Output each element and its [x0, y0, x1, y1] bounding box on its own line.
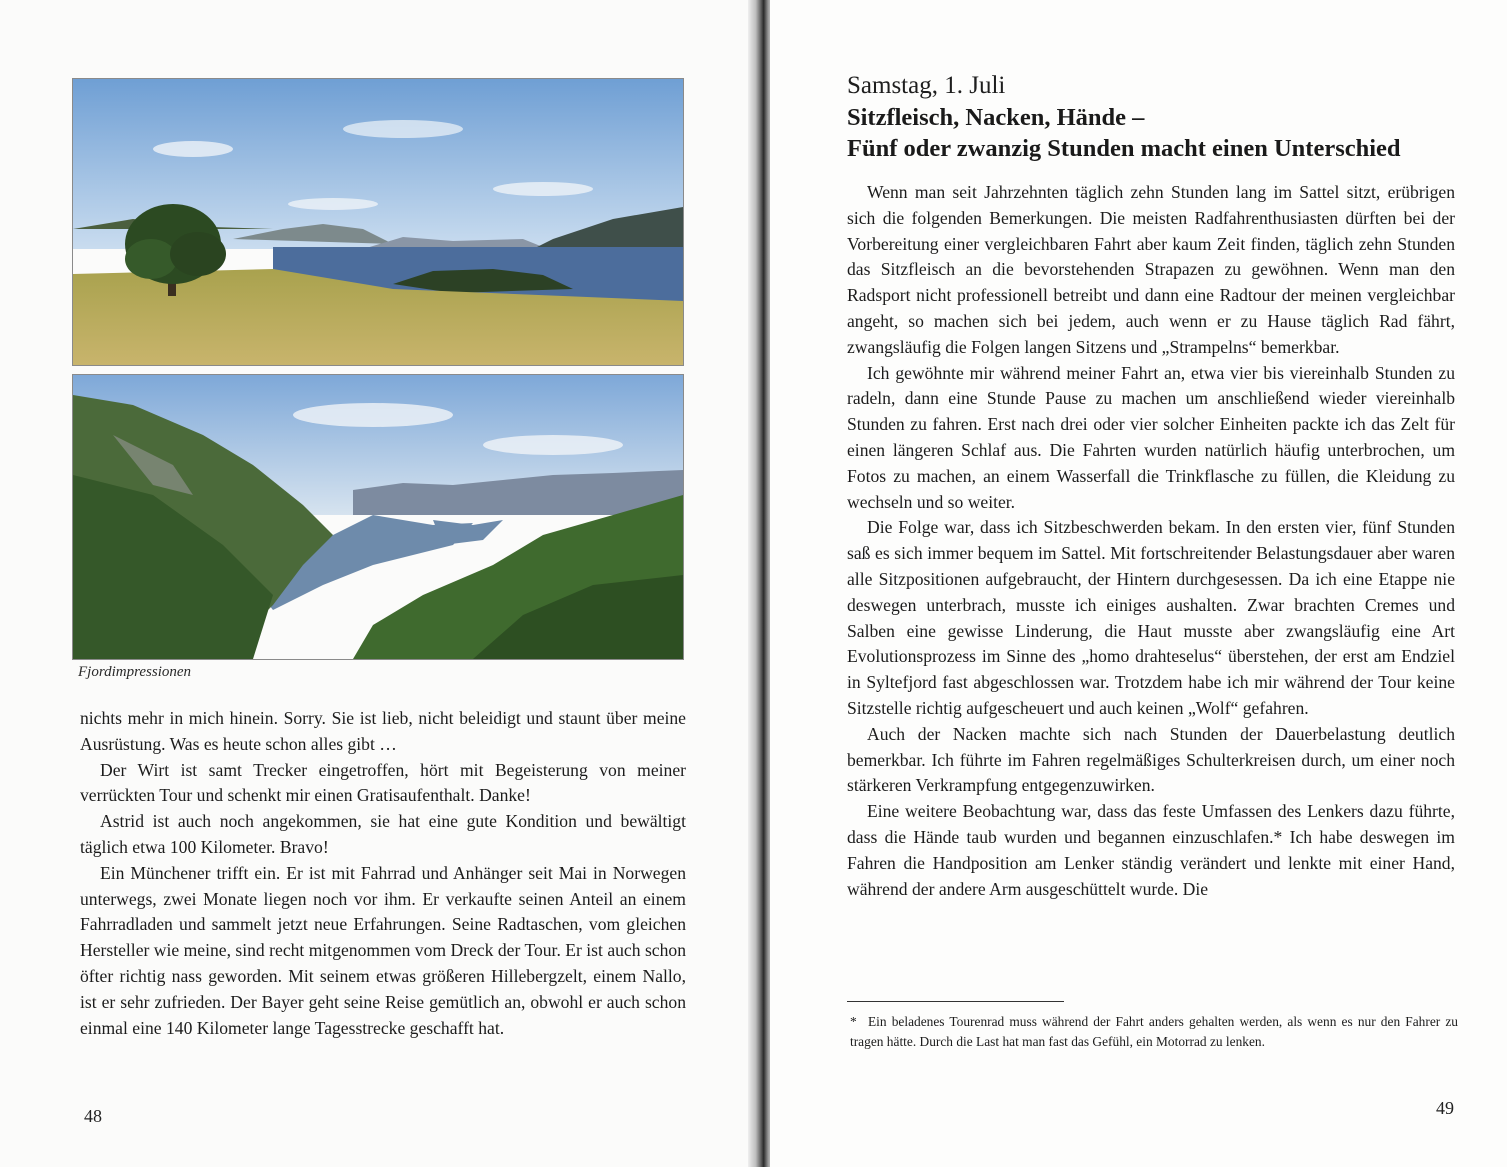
fjord-photo-meadow [72, 78, 684, 366]
fjord-photo-valley [72, 374, 684, 660]
footnote [850, 1012, 1458, 1051]
paragraph: Auch der Nacken machte sich nach Stunden der Dauerbelastung deutlich bemerkbar. Ich führte im Fahren regelmäßiges Schulterkreisen durch, um einer noch stärkeren Verkrampfung entgegenzuwirken. [847, 723, 1455, 796]
chapter-heading-line-1: Sitzfleisch, Nacken, Hände – [847, 104, 1145, 131]
footnote-mark: * [850, 1014, 857, 1029]
photo-caption: Fjordimpressionen [78, 664, 192, 680]
paragraph: Eine weitere Beobachtung war, dass das feste Umfassen des Lenkers dazu führte, dass die Hände taub wurden und begannen einzuschlafen.* Ich habe deswegen im Fahren die Handposition am Lenker ständig verändert und lenkte mit einer Hand, während der andere Arm ausgeschüttelt wurde. Die [847, 801, 1455, 899]
right-body-text [847, 180, 1455, 902]
paragraph: Ein Münchener trifft ein. Er ist mit Fahrrad und Anhänger seit Mai in Norwegen unterwegs, zwei Monate liegen noch vor ihm. Er verkaufte seinen Anteil an einem Fahrradladen und sammelt jetzt neue Erfahrungen. Seine Radtaschen, vom gleichen Hersteller wie meine, sind recht mitgenommen vom Dreck der Tour. Er ist auch schon öfter richtig nass geworden. Mit seinem etwas größeren Hillebergzelt, einem Nallo, ist er sehr zufrieden. Der Bayer geht seine Reise gemütlich an, obwohl er auch schon einmal eine 140 Kilometer lange Tagesstrecke geschafft hat. [80, 862, 686, 1038]
chapter-heading-line-2: Fünf oder zwanzig Stunden macht einen Unterschied [847, 135, 1401, 162]
paragraph: Die Folge war, dass ich Sitzbeschwerden bekam. In den ersten vier, fünf Stunden saß es sich immer bequem im Sattel. Mit fortschreitender Belastungsdauer aber waren alle Sitzpositionen aufgebraucht, der Hintern durchgesessen. Da ich eine Etappe nie deswegen unterbrach, musste ich einiges aushalten. Zwar brachten Cremes und Salben eine gewisse Linderung, die Haut musste aber zwangsläufig eine Art Evolutionsprozess im Sinne des „homo drahteselus“ überstehen, der erst am Endziel in Syltefjord fast abgeschlossen war. Trotzdem habe ich mir während der Tour keine Sitzstelle richtig aufgescheuert und auch keinen „Wolf“ gefahren. [847, 517, 1455, 718]
footnote-rule [847, 1001, 1064, 1002]
paragraph: Astrid ist auch noch angekommen, sie hat eine gute Kondition und bewältigt täglich etwa 100 Kilometer. Bravo! [80, 811, 686, 857]
page-number-right: 49 [1436, 1098, 1454, 1118]
fjord-valley-image [73, 375, 683, 659]
paragraph: nichts mehr in mich hinein. Sorry. Sie ist lieb, nicht beleidigt und staunt über meine Ausrüstung. Was es heute schon alles gibt … [80, 708, 686, 754]
paragraph: Ich gewöhnte mir während meiner Fahrt an, etwa vier bis viereinhalb Stunden zu radeln, dann eine Stunde Pause zu machen um anschließend wieder viereinhalb Stunden zu fahren. Erst nach drei oder vier solcher Einheiten packte ich das Zelt für einen längeren Schlaf aus. Die Fahrten wurden natürlich häufig unterbrochen, um Fotos zu machen, an einem Wasserfall die Trinkflasche zu füllen, die Kleidung zu wechseln und so weiter. [847, 362, 1455, 512]
date-heading: Samstag, 1. Juli [847, 72, 1006, 99]
paragraph: Der Wirt ist samt Trecker eingetroffen, hört mit Begeisterung von meiner verrückten Tour und schenkt mir einen Gratisaufenthalt. Danke! [80, 759, 686, 806]
left-body-text [80, 706, 686, 1041]
fjord-meadow-image [73, 79, 683, 365]
paragraph: Wenn man seit Jahrzehnten täglich zehn Stunden lang im Sattel sitzt, erübrigen sich die folgenden Bemerkungen. Die meisten Radfahrenthusiasten dürften bei der Vorbereitung einer vergleichbaren Fahrt aber kaum Zeit finden, täglich zehn Stunden das Sitzfleisch an die bevorstehenden Strapazen zu gewöhnen. Wenn man den Radsport nicht professionell betreibt und dann eine Radtour der meinen vergleichbar angeht, so machen sich bei jedem, auch wenn er zu Hause täglich Rad fährt, zwangsläufig die Folgen langen Sitzens und „Strampelns“ bemerkbar. [847, 182, 1455, 357]
page-number-left: 48 [84, 1106, 102, 1126]
footnote-text: Ein beladenes Tourenrad muss während der Fahrt anders gehalten werden, als wenn es nur den Fahrer zu tragen hätte. Durch die Last hat man fast das Gefühl, ein Motorrad zu lenken. [850, 1014, 1458, 1049]
